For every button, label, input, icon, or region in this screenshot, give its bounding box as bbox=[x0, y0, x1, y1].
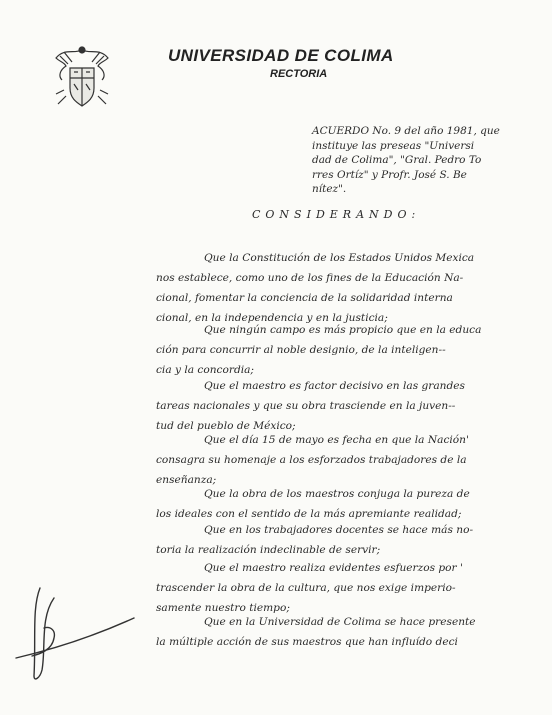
paragraph bbox=[156, 520, 518, 560]
agreement-line: dad de Colima", "Gral. Pedro To bbox=[312, 154, 482, 166]
paragraph-line: consagra su homenaje a los esforzados trabajadores de la bbox=[156, 454, 467, 466]
paragraph-line: tareas nacionales y que su obra trasciende en la juven-- bbox=[156, 400, 456, 412]
paragraph bbox=[156, 558, 518, 618]
paragraph-line: Que ningún campo es más propicio que en la educa bbox=[204, 324, 482, 336]
paragraph bbox=[156, 484, 518, 524]
paragraph-line: Que en la Universidad de Colima se hace presente bbox=[204, 616, 476, 628]
paragraph-line: Que la Constitución de los Estados Unidos Mexica bbox=[204, 252, 475, 264]
university-seal-icon bbox=[54, 44, 110, 110]
paragraph-line: Que el día 15 de mayo es fecha en que la Nación' bbox=[204, 434, 469, 446]
agreement-line: rres Ortíz" y Profr. José S. Be bbox=[312, 168, 467, 181]
university-name: UNIVERSIDAD DE COLIMA bbox=[168, 46, 394, 65]
paragraph-line: Que en los trabajadores docentes se hace más no- bbox=[204, 524, 474, 536]
office-name: RECTORIA bbox=[270, 68, 328, 80]
considerando-heading: CONSIDERANDO: bbox=[252, 208, 421, 221]
paragraph bbox=[156, 320, 518, 380]
paragraph bbox=[156, 376, 518, 436]
paragraph bbox=[156, 248, 518, 328]
agreement-line: nítez". bbox=[312, 183, 347, 195]
agreement-heading bbox=[312, 124, 524, 197]
paragraph bbox=[156, 612, 518, 652]
agreement-line: instituye las preseas "Universi bbox=[312, 139, 475, 152]
paragraph-line: toria la realización indeclinable de servir; bbox=[156, 544, 381, 556]
paragraph-line: enseñanza; bbox=[156, 474, 217, 486]
paragraph-line: la múltiple acción de sus maestros que han influído deci bbox=[156, 636, 458, 648]
paragraph-line: cional, en la independencia y en la justicia; bbox=[156, 312, 388, 324]
paragraph-line: tud del pueblo de México; bbox=[156, 420, 296, 432]
paragraph-line: Que la obra de los maestros conjuga la pureza de bbox=[204, 488, 470, 500]
paragraph-line: cional, fomentar la conciencia de la solidaridad interna bbox=[156, 292, 453, 304]
paragraph-line: Que el maestro realiza evidentes esfuerzos por ' bbox=[204, 562, 463, 574]
paragraph bbox=[156, 430, 518, 490]
paragraph-line: samente nuestro tiempo; bbox=[156, 602, 290, 614]
paragraph-line: trascender la obra de la cultura, que nos exige imperio- bbox=[156, 582, 456, 594]
paragraph-line: los ideales con el sentido de la más apremiante realidad; bbox=[156, 508, 462, 520]
paragraph-line: Que el maestro es factor decisivo en las grandes bbox=[204, 380, 465, 392]
paragraph-line: ción para concurrir al noble designio, de la inteligen-- bbox=[156, 344, 446, 356]
signature-mark bbox=[10, 578, 140, 688]
agreement-line: ACUERDO No. 9 del año 1981, que bbox=[312, 125, 500, 137]
paragraph-line: nos establece, como uno de los fines de la Educación Na- bbox=[156, 272, 464, 284]
paragraph-line: cia y la concordia; bbox=[156, 364, 254, 376]
